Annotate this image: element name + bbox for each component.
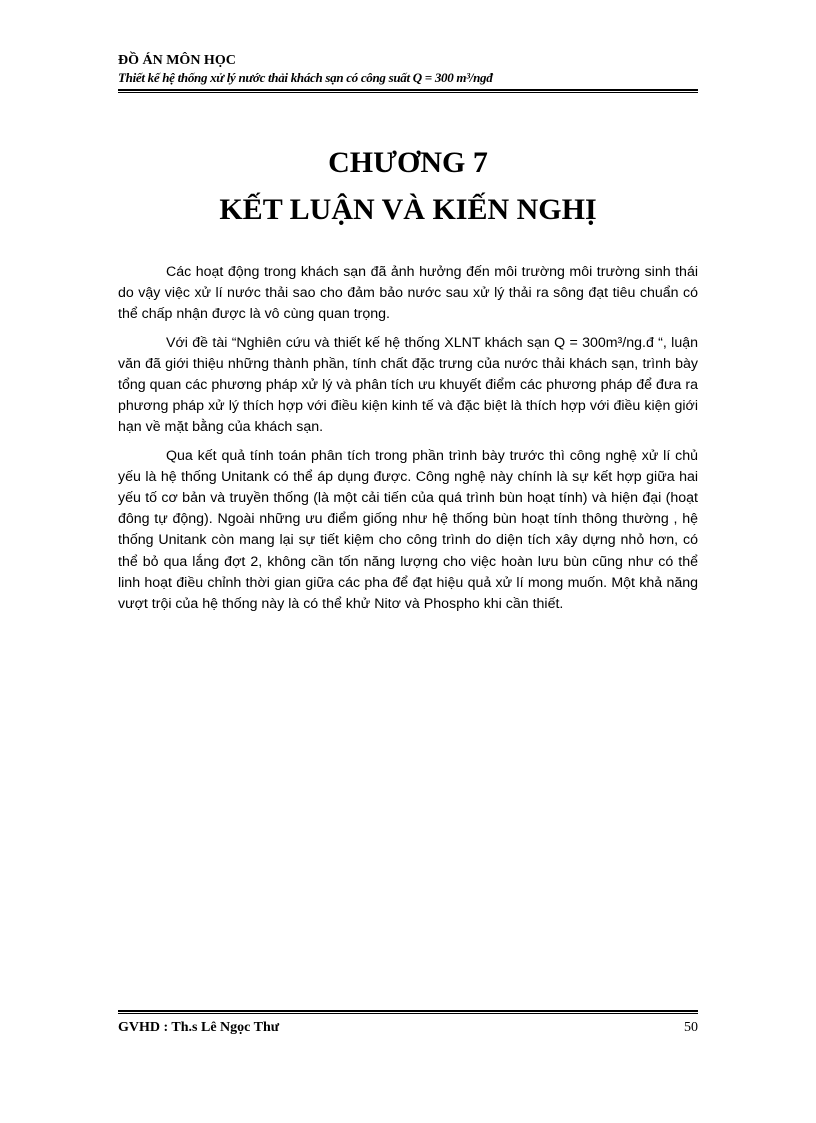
page-header [118,52,698,86]
header-project-title: Thiết kế hệ thống xử lý nước thải khách sạn có công suất Q = 300 m³/ngđ [118,70,493,85]
paragraph-1: Các hoạt động trong khách sạn đã ảnh hưởng đến môi trường môi trường sinh thái do vậy việc xử lí nước thải sao cho đảm bảo nước sau xử lý thải ra sông đạt tiêu chuẩn có thể chấp nhận được là vô cùng quan trọng. [118,264,698,323]
page-number: 50 [684,1020,698,1035]
header-course-title: ĐỒ ÁN MÔN HỌC [118,53,236,68]
chapter-number: CHƯƠNG 7 [328,146,488,179]
paragraph-2: Với đề tài “Nghiên cứu và thiết kế hệ thống XLNT khách sạn Q = 300m³/ng.đ “, luận văn đã giới thiệu những thành phần, tính chất đặc trưng của nước thải khách sạn, trình bày tổng quan các phương pháp xử lý và phân tích ưu khuyết điểm các phương pháp để đưa ra phương pháp xử lý thích hợp với điều kiện kinh tế và đặc biệt là thích hợp với điều kiện giới hạn về mặt bằng của khách sạn. [118,334,698,436]
footer-divider [118,1010,698,1014]
header-divider [118,89,698,93]
chapter-body [118,262,698,622]
chapter-title: KẾT LUẬN VÀ KIẾN NGHỊ [219,193,597,226]
paragraph-3: Qua kết quả tính toán phân tích trong phần trình bày trước thì công nghệ xử lí chủ yếu là hệ thống Unitank có thể áp dụng được. Công nghệ này chính là sự kết hợp giữa hai yếu tố cơ bản và truyền thống (là một cải tiến của quá trình bùn hoạt tính) và hiện đại (hoạt đông tự động). Ngoài những ưu điểm giống như hệ thống bùn hoạt tính thông thường , hệ thống Unitank còn mang lại sự tiết kiệm cho công trình do diện tích xây dựng nhỏ hơn, có thể bỏ qua lắng đợt 2, không cần tốn năng lượng cho việc hoàn lưu bùn cũng như có thể linh hoạt điều chỉnh thời gian giữa các pha để đạt hiệu quả xử lí mong muốn. Một khả năng vượt trội của hệ thống này là có thể khử Nitơ và Phospho khi cần thiết. [118,447,698,613]
footer-advisor: GVHD : Th.s Lê Ngọc Thư [118,1020,280,1035]
